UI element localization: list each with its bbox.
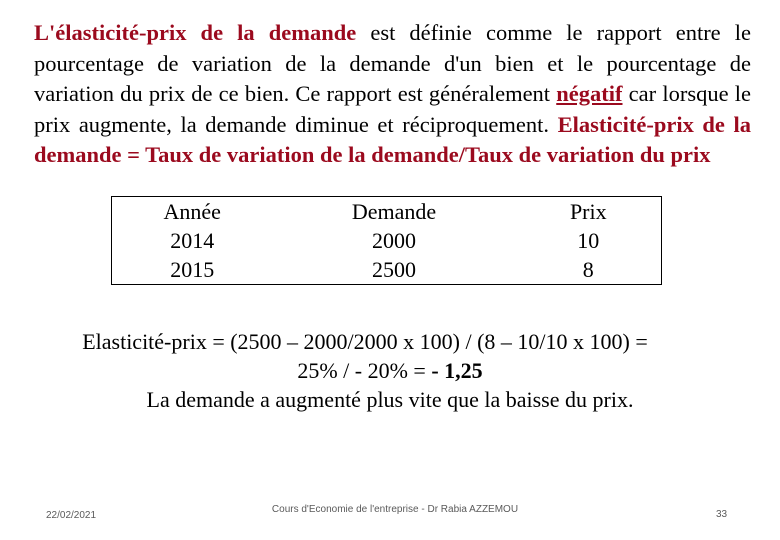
cell-demand: 2500 (372, 257, 416, 282)
header-demand: Demande (351, 199, 437, 224)
calculation-ratio: 25% / - 20% = (297, 358, 432, 383)
page-number: 33 (716, 509, 728, 520)
elasticity-formula: Elasticité-prix de la demande = Taux de variation de la demande/Taux de variation du prix (34, 111, 751, 167)
cell-year: 2015 (170, 257, 215, 282)
calculation-block (40, 327, 740, 414)
table-row (112, 226, 662, 255)
footer-date: 22/02/2021 (46, 510, 97, 521)
calculation-result-line (40, 356, 740, 385)
calculation-line: Elasticité-prix = (2500 – 2000/2000 x 100) / (8 – 10/10 x 100) = (82, 329, 648, 354)
demand-price-table (111, 196, 662, 285)
definition-paragraph (34, 18, 751, 171)
cell-price: 10 (577, 228, 600, 253)
table-header-row (112, 197, 662, 227)
conclusion-text: La demande a augmenté plus vite que la baisse du prix. (146, 387, 634, 412)
header-year: Année (163, 199, 221, 224)
definition-tail: car lorsque le prix augmente, la demande diminue et réciproquement. (34, 81, 751, 137)
footer-course: Cours d'Economie de l'entreprise - Dr Rabia AZZEMOU (271, 504, 519, 515)
header-price: Prix (569, 199, 607, 224)
calculation-result: - 1,25 (431, 358, 483, 383)
term-elasticity: L'élasticité-prix de la demande (34, 20, 357, 45)
cell-price: 8 (582, 257, 594, 282)
cell-year: 2014 (170, 228, 215, 253)
definition-text: est définie comme le rapport entre le pourcentage de variation de la demande d'un bien et le pourcentage de variation du prix de ce bien. Ce rapport est généralement (34, 20, 751, 106)
negative-emphasis: négatif (556, 81, 623, 106)
table-row (112, 255, 662, 285)
cell-demand: 2000 (372, 228, 416, 253)
